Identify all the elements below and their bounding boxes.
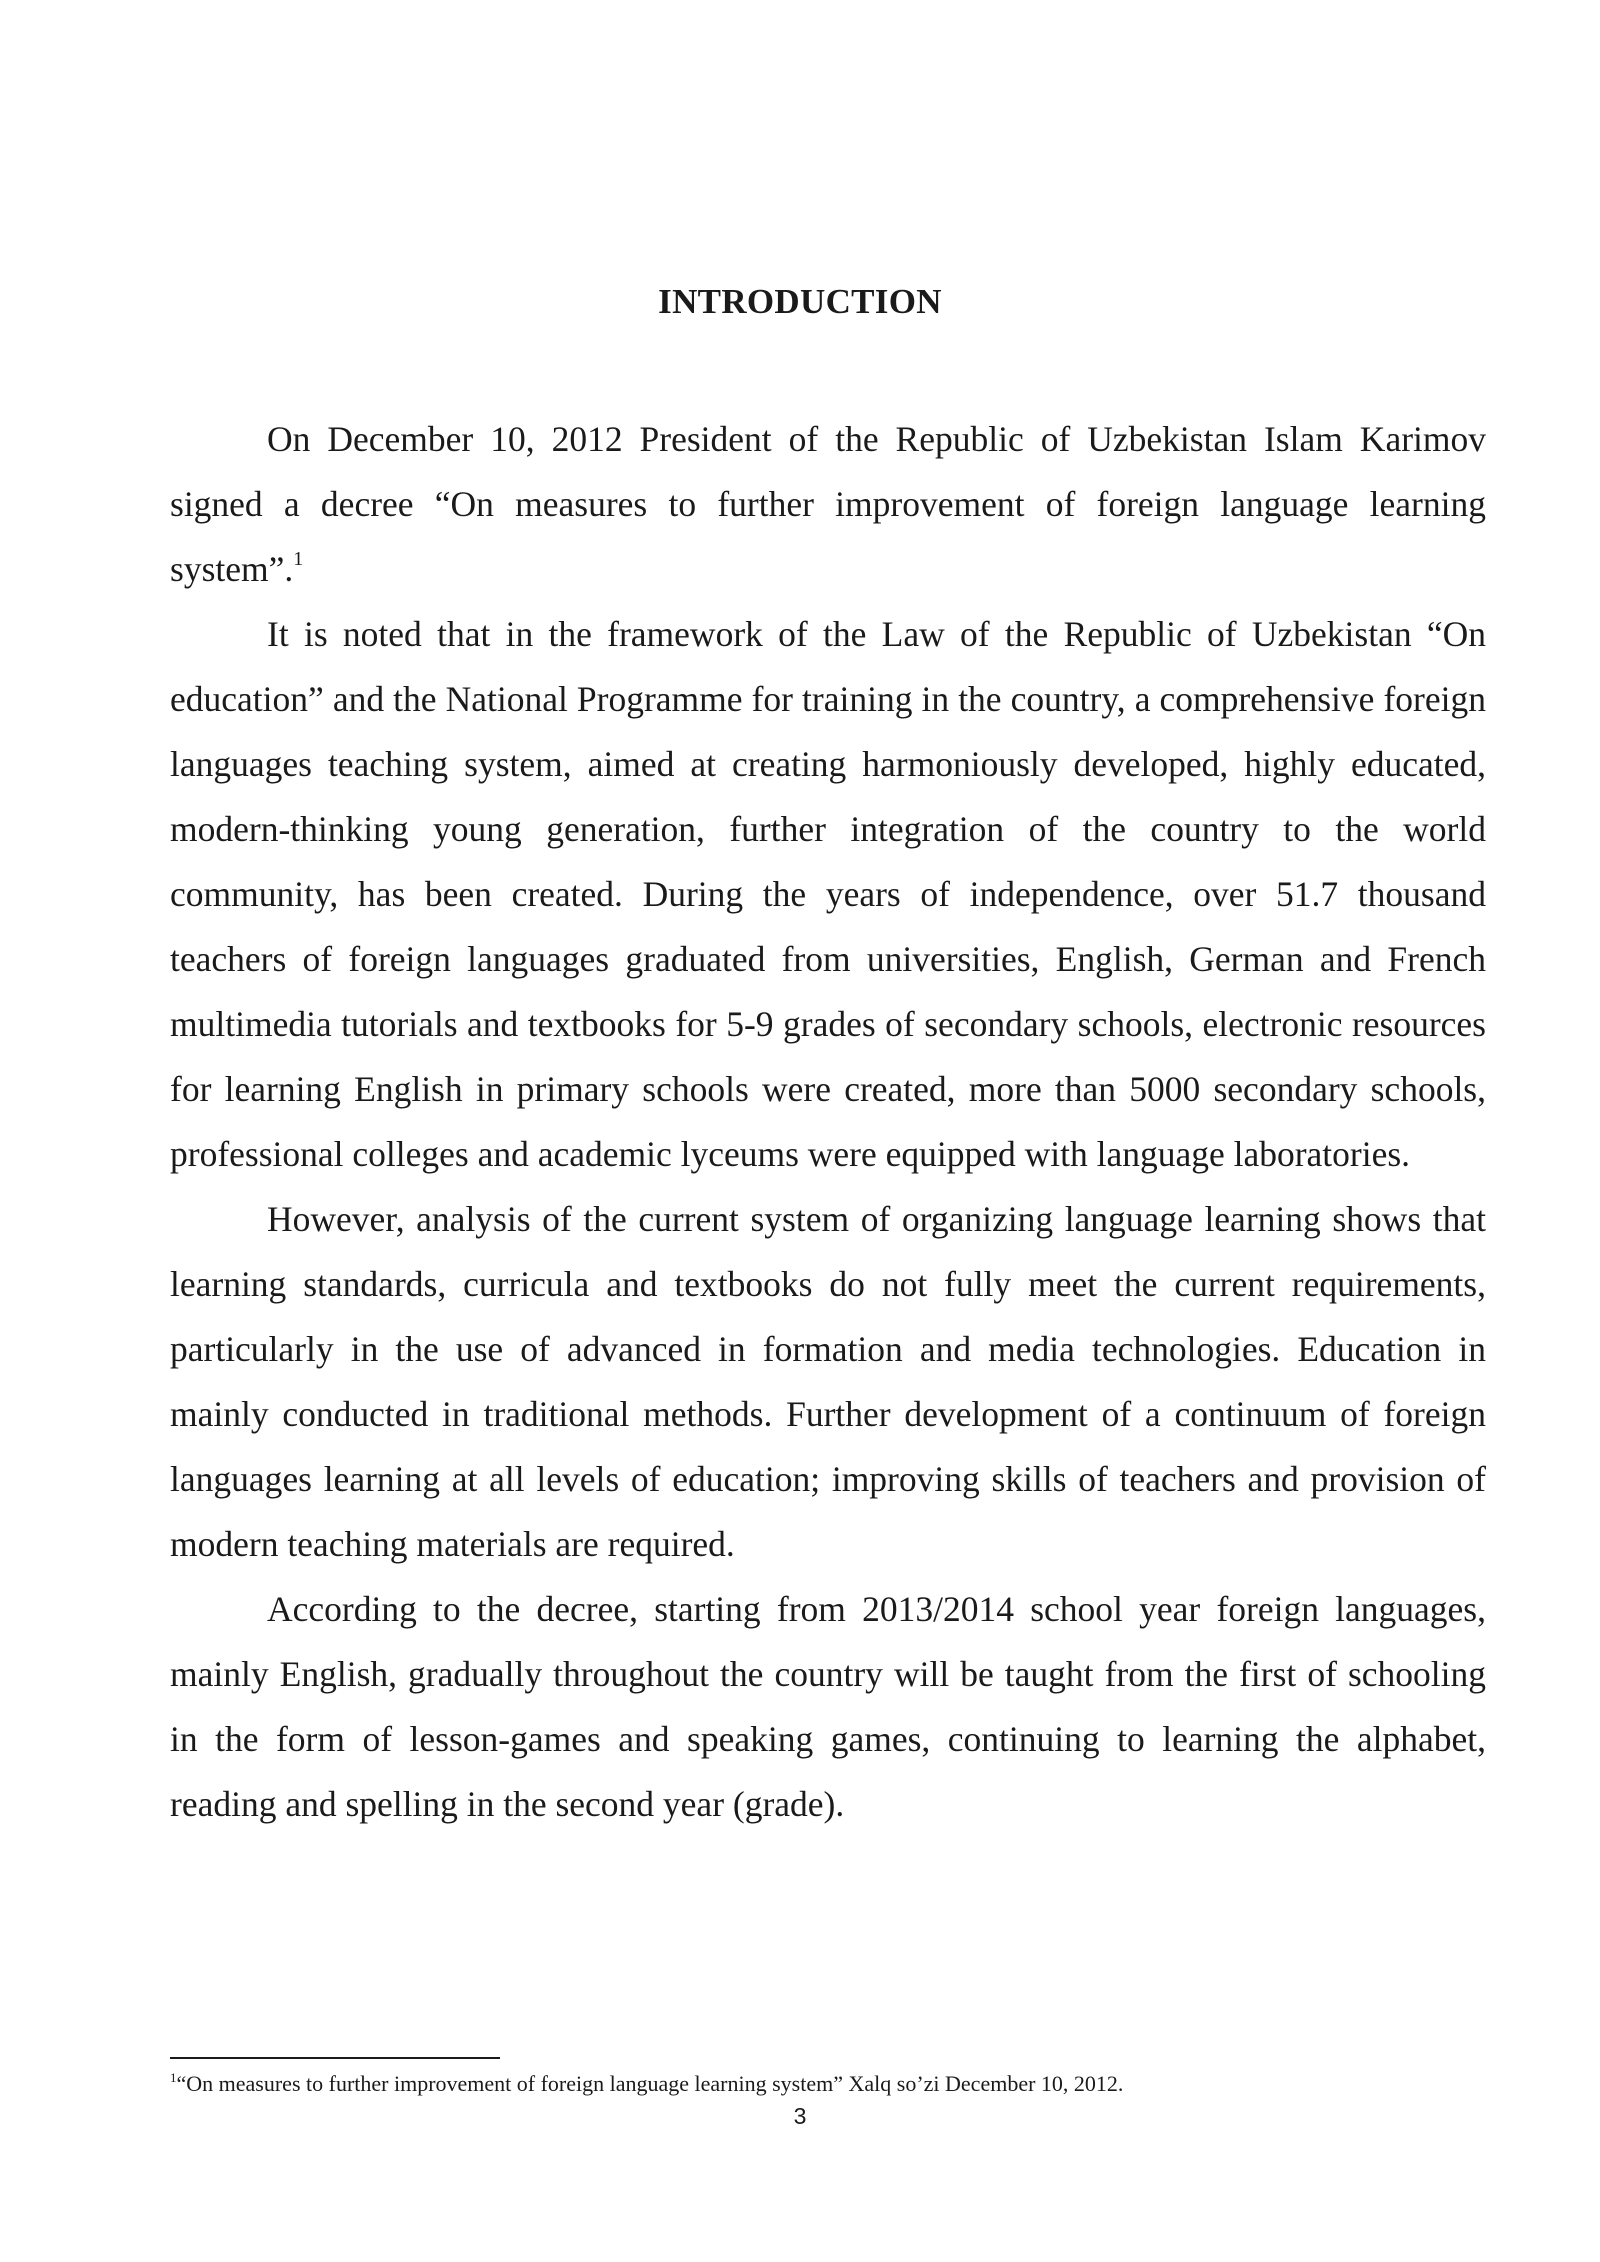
body-text — [170, 407, 1486, 1837]
footnote — [170, 2070, 1470, 2098]
page-heading: INTRODUCTION — [658, 282, 942, 321]
paragraph-4: According to the decree, starting from 2013/2014 school year foreign languages, mainly English, gradually throughout the country will be taught from the first of schooling in the form of lesson-games and speaking games, continuing to learning the alphabet, reading and spelling in the second year (grade). — [170, 1589, 1486, 1824]
footnote-text: “On measures to further improvement of foreign language learning system” Xalq so’zi December 10, 2012. — [176, 2071, 1124, 2096]
footnote-separator — [170, 2057, 500, 2059]
paragraph-2: It is noted that in the framework of the Law of the Republic of Uzbekistan “On education” and the National Programme for training in the country, a comprehensive foreign languages teaching system, aimed at creating harmoniously developed, highly educated, modern-thinking young generation, further integration of the country to the world community, has been created. During the years of independence, over 51.7 thousand teachers of foreign languages graduated from universities, English, German and French multimedia tutorials and textbooks for 5-9 grades of secondary schools, electronic resources for learning English in primary schools were created, more than 5000 secondary schools, professional colleges and academic lyceums were equipped with language laboratories. — [170, 614, 1486, 1174]
paragraph-1-text: On December 10, 2012 President of the Republic of Uzbekistan Islam Karimov signed a decree “On measures to further improvement of foreign language learning system”. — [170, 419, 1486, 589]
footnote-reference: 1 — [293, 548, 304, 570]
page-number: 3 — [793, 2103, 807, 2129]
footnote-mark: 1 — [170, 2070, 177, 2085]
paragraph-3: However, analysis of the current system of organizing language learning shows that learning standards, curricula and textbooks do not fully meet the current requirements, particularly in the use of advanced in formation and media technologies. Education in mainly conducted in traditional methods. Further development of a continuum of foreign languages learning at all levels of education; improving skills of teachers and provision of modern teaching materials are required. — [170, 1199, 1486, 1564]
paragraph-1 — [170, 407, 1486, 602]
